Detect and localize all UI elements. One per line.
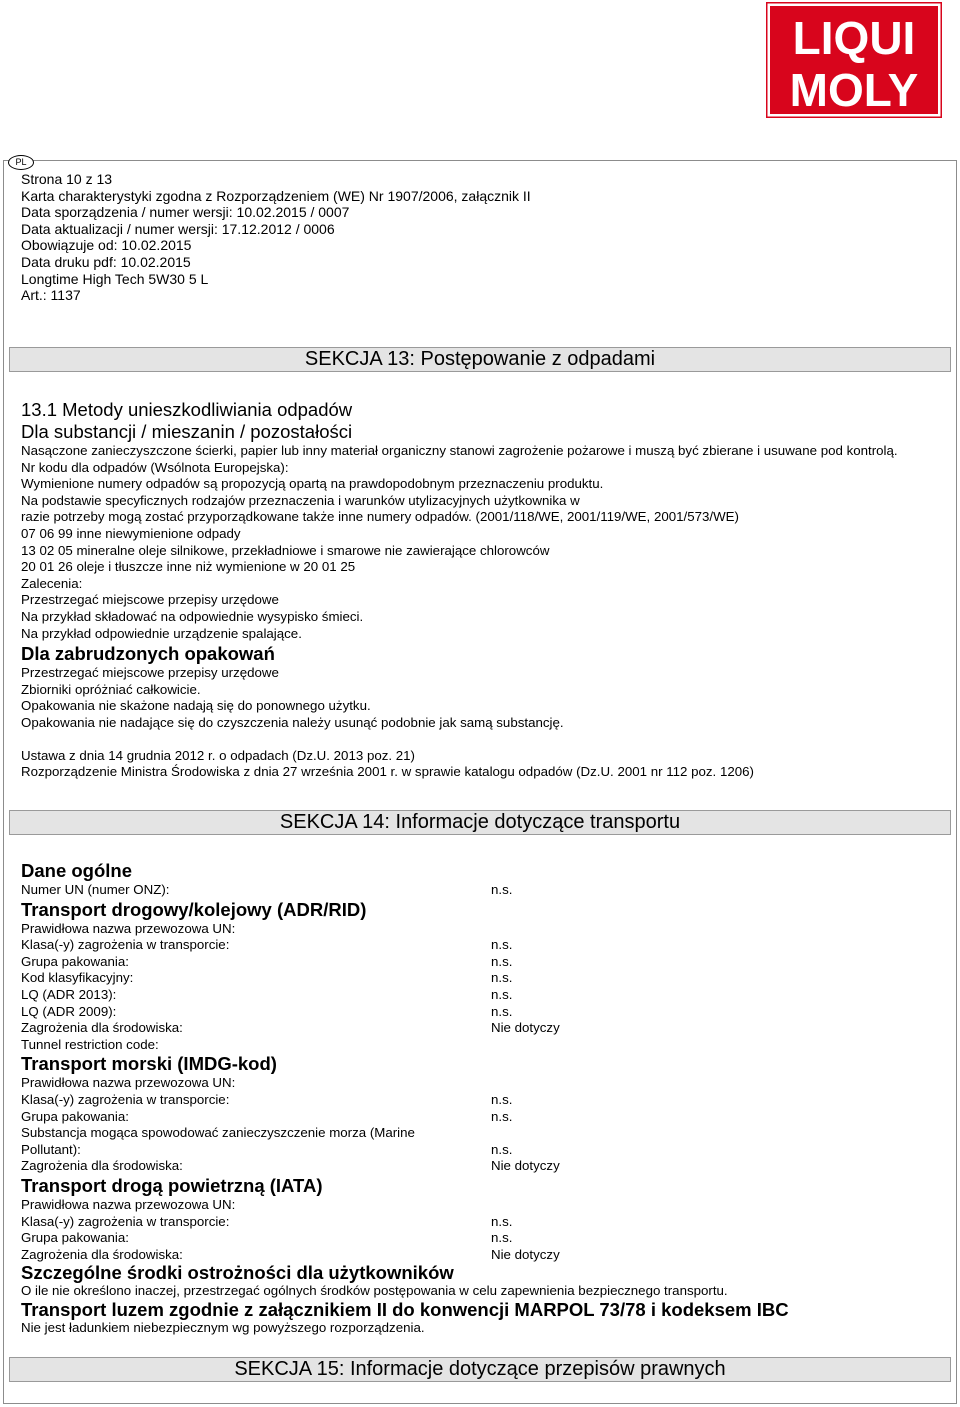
- field-value: n.s.: [491, 1003, 513, 1019]
- packaging-heading: Dla zabrudzonych opakowań: [21, 643, 275, 665]
- field-value: n.s.: [491, 970, 513, 986]
- road-heading: Transport drogowy/kolejowy (ADR/RID): [21, 898, 367, 920]
- field-label: LQ (ADR 2009):: [21, 1003, 117, 1019]
- field-label: Kod klasyfikacyjny:: [21, 970, 134, 986]
- header-line: Obowiązuje od: 10.02.2015: [21, 237, 192, 254]
- precautions-text: O ile nie określono inaczej, przestrzegać ogólnych środków postępowania w celu zapewnienia bezpiecznego transportu.: [21, 1283, 728, 1299]
- header-line: Longtime High Tech 5W30 5 L: [21, 270, 209, 287]
- marpol-heading: Transport luzem zgodnie z załącznikiem II do konwencji MARPOL 73/78 i kodeksem IBC: [21, 1298, 789, 1320]
- text-line: Na przykład odpowiednie urządzenie spalające.: [21, 625, 302, 641]
- field-value: Nie dotyczy: [491, 1158, 560, 1174]
- header-line: Data sporządzenia / numer wersji: 10.02.2015 / 0007: [21, 204, 350, 221]
- text-line: razie potrzeby mogą zostać przyporządkowane także inne numery odpadów. (2001/118/WE, 2001/119/WE, 2001/573/WE): [21, 509, 739, 525]
- header-line: Data aktualizacji / numer wersji: 17.12.2012 / 0006: [21, 220, 335, 237]
- field-value: n.s.: [491, 986, 513, 1002]
- field-label: Klasa(-y) zagrożenia w transporcie:: [21, 1091, 230, 1107]
- field-row: [21, 954, 946, 971]
- field-value: n.s.: [491, 1213, 513, 1229]
- field-label: Prawidłowa nazwa przewozowa UN:: [21, 920, 236, 936]
- field-label: Zagrożenia dla środowiska:: [21, 1246, 183, 1262]
- field-label: Prawidłowa nazwa przewozowa UN:: [21, 1196, 236, 1212]
- field-label: Grupa pakowania:: [21, 1108, 129, 1124]
- paragraph: Nasączone zanieczyszczone ścierki, papier lub inny materiał organiczny stanowi zagrożenie pożarowe i muszą być zbierane i usuwane pod kontrolą.: [21, 443, 898, 458]
- field-label: Zagrożenia dla środowiska:: [21, 1020, 183, 1036]
- marpol-text: Nie jest ładunkiem niebezpiecznym wg powyższego rozporządzenia.: [21, 1319, 425, 1335]
- field-row: [21, 1247, 946, 1264]
- section-13-title: SEKCJA 13: Postępowanie z odpadami: [9, 347, 951, 372]
- section-13-heading: 13.1 Metody unieszkodliwiania odpadów: [21, 399, 353, 420]
- header-line: Data druku pdf: 10.02.2015: [21, 253, 191, 270]
- field-row: [21, 987, 946, 1004]
- field-value: n.s.: [491, 1230, 513, 1246]
- field-row: [21, 1214, 946, 1231]
- field-row: [21, 937, 946, 954]
- field-label: Tunnel restriction code:: [21, 1036, 159, 1052]
- text-line: Na przykład składować na odpowiednie wysypisko śmieci.: [21, 608, 364, 624]
- text-line: 13 02 05 mineralne oleje silnikowe, przekładniowe i smarowe nie zawierające chlorowców: [21, 542, 550, 558]
- language-badge: PL: [8, 155, 34, 170]
- field-label: Klasa(-y) zagrożenia w transporcie:: [21, 937, 230, 953]
- field-label: Prawidłowa nazwa przewozowa UN:: [21, 1075, 236, 1091]
- section-14-title: SEKCJA 14: Informacje dotyczące transportu: [9, 810, 951, 835]
- field-row: [21, 1004, 946, 1021]
- section-14-content: [21, 860, 946, 1336]
- liqui-moly-logo: [766, 2, 942, 118]
- field-label: Zagrożenia dla środowiska:: [21, 1158, 183, 1174]
- field-row: [21, 1075, 946, 1092]
- field-row: [21, 1037, 946, 1054]
- field-value: n.s.: [491, 953, 513, 969]
- field-row: [21, 970, 946, 987]
- field-value: n.s.: [491, 1141, 513, 1157]
- header-line: Karta charakterystyki zgodna z Rozporządzeniem (WE) Nr 1907/2006, załącznik II: [21, 187, 531, 204]
- text-line: Opakowania nie nadające się do czyszczenia należy usunąć podobnie jak samą substancję.: [21, 714, 564, 730]
- section-13-content: [21, 399, 946, 781]
- field-value: Nie dotyczy: [491, 1246, 560, 1262]
- field-row: [21, 1197, 946, 1214]
- document-header: [21, 171, 531, 304]
- field-label: Klasa(-y) zagrożenia w transporcie:: [21, 1213, 230, 1229]
- field-row: [21, 1092, 946, 1109]
- field-row: [21, 1158, 946, 1175]
- field-value: n.s.: [491, 1091, 513, 1107]
- text-line: 20 01 26 oleje i tłuszcze inne niż wymienione w 20 01 25: [21, 559, 356, 575]
- field-value: n.s.: [491, 1108, 513, 1124]
- field-label: Grupa pakowania:: [21, 953, 129, 969]
- law-reference: Rozporządzenie Ministra Środowiska z dnia 27 września 2001 r. w sprawie katalogu odpadów (Dz.U. 2001 nr 112 poz. 1206): [21, 764, 754, 780]
- field-label: LQ (ADR 2013):: [21, 986, 117, 1002]
- field-label: Grupa pakowania:: [21, 1230, 129, 1246]
- field-label: Pollutant):: [21, 1141, 81, 1157]
- field-label: Numer UN (numer ONZ):: [21, 882, 170, 897]
- logo-text-liqui: LIQUI: [792, 12, 916, 64]
- text-line: Na podstawie specyficznych rodzajów przeznaczenia i warunków utylizacyjnych użytkownika w: [21, 492, 580, 508]
- text-line: Przestrzegać miejscowe przepisy urzędowe: [21, 592, 279, 608]
- logo-text-moly: MOLY: [789, 64, 919, 116]
- section-15-title: SEKCJA 15: Informacje dotyczące przepisów prawnych: [9, 1357, 951, 1382]
- field-row: [21, 921, 946, 938]
- field-value: n.s.: [491, 937, 513, 953]
- text-line: Przestrzegać miejscowe przepisy urzędowe: [21, 665, 279, 681]
- law-reference: Ustawa z dnia 14 grudnia 2012 r. o odpadach (Dz.U. 2013 poz. 21): [21, 747, 415, 763]
- text-line: Wymienione numery odpadów są propozycją opartą na prawdopodobnym przeznaczeniu produktu.: [21, 476, 604, 492]
- field-value: n.s.: [491, 882, 513, 897]
- field-row: [21, 1230, 946, 1247]
- field-label: Substancja mogąca spowodować zanieczyszczenie morza (Marine: [21, 1125, 415, 1141]
- sea-heading: Transport morski (IMDG-kod): [21, 1053, 277, 1075]
- text-line: Opakowania nie skażone nadają się do ponownego użytku.: [21, 698, 371, 714]
- text-line: Zalecenia:: [21, 575, 83, 591]
- header-line: Strona 10 z 13: [21, 171, 113, 187]
- precautions-heading: Szczególne środki ostrożności dla użytkowników: [21, 1262, 454, 1284]
- air-heading: Transport drogą powietrzną (IATA): [21, 1174, 323, 1196]
- field-row: [21, 1109, 946, 1126]
- section-13-subheading: Dla substancji / mieszanin / pozostałości: [21, 421, 353, 442]
- text-line: Zbiorniki opróżniać całkowicie.: [21, 681, 201, 697]
- field-row: [21, 1020, 946, 1037]
- text-line: 07 06 99 inne niewymienione odpady: [21, 525, 241, 541]
- field-row: [21, 882, 946, 899]
- text-line: Nr kodu dla odpadów (Wsólnota Europejska):: [21, 459, 289, 475]
- field-value: Nie dotyczy: [491, 1020, 560, 1036]
- field-row: [21, 1142, 946, 1159]
- general-heading: Dane ogólne: [21, 860, 133, 881]
- header-line: Art.: 1137: [21, 287, 81, 304]
